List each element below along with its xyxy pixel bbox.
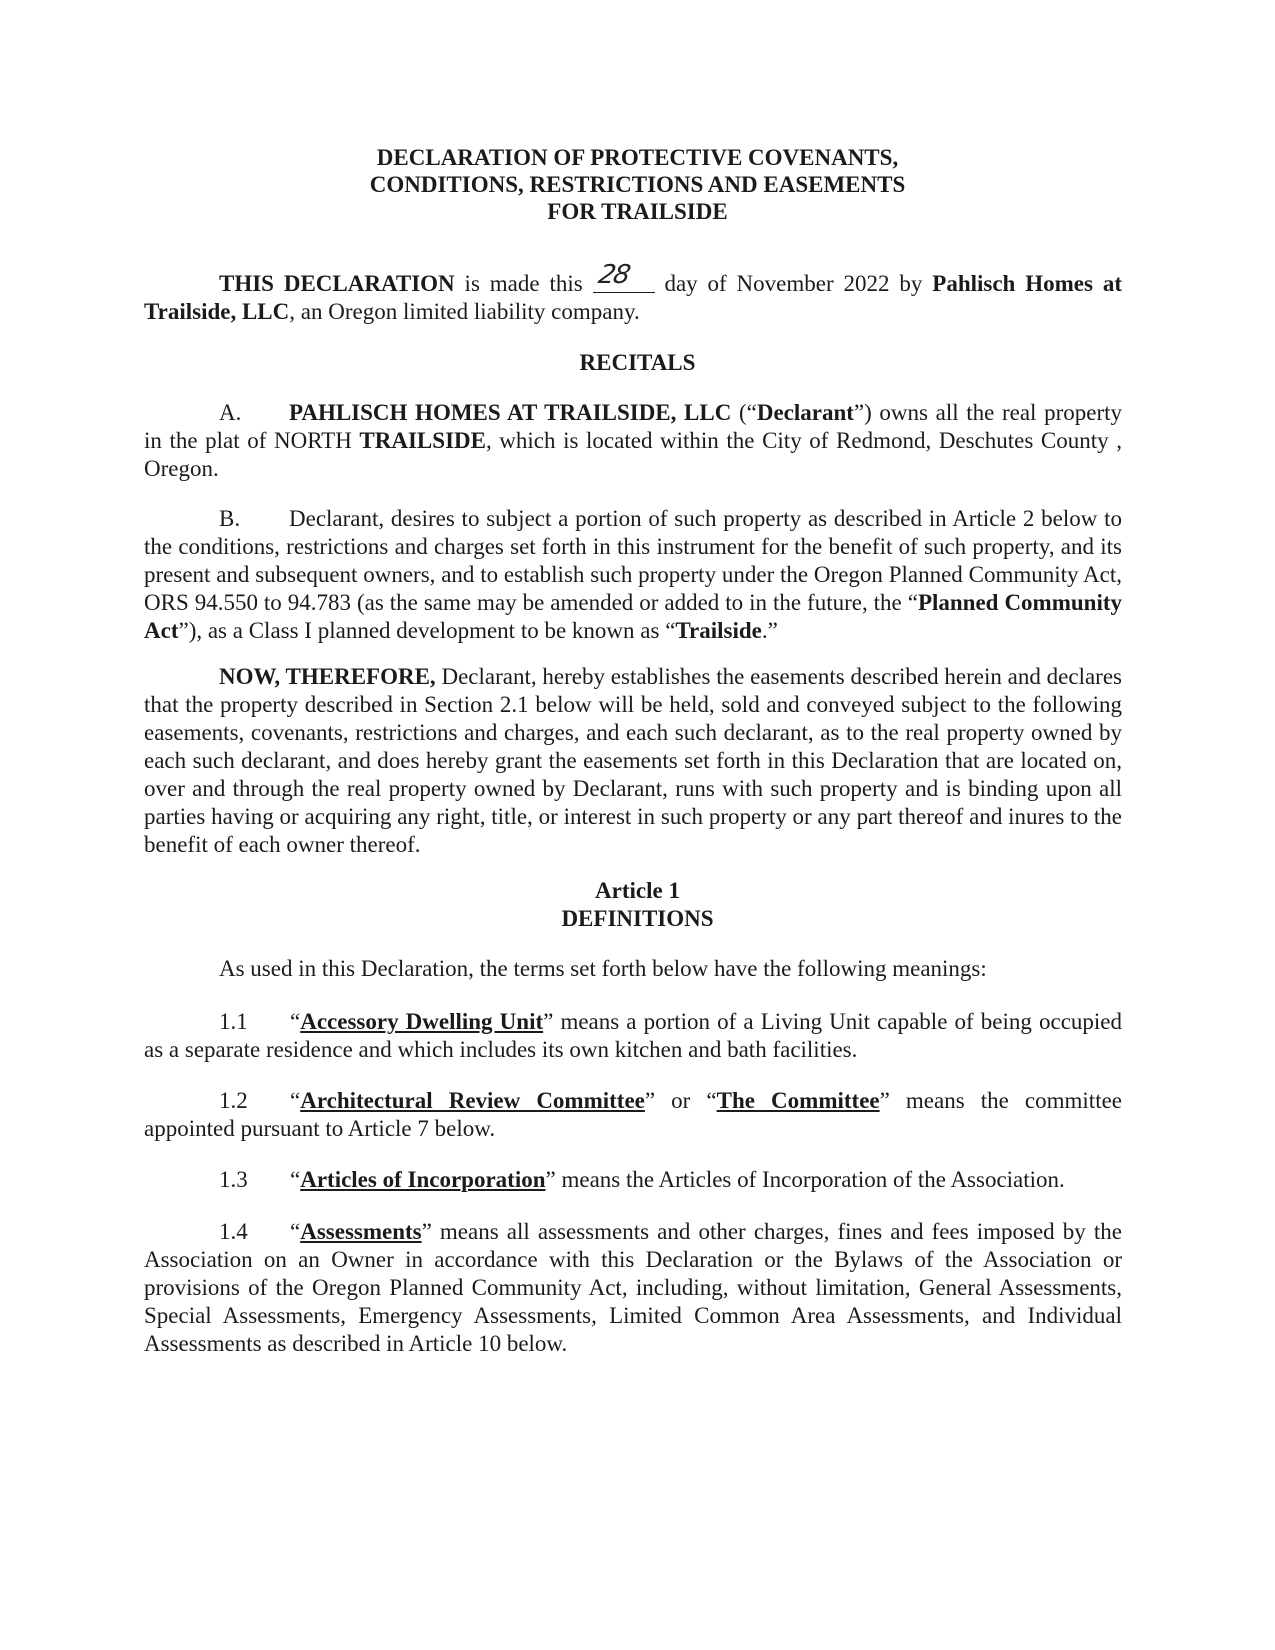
- recital-b-text-3: .”: [761, 618, 778, 643]
- recital-a-declarant: Declarant: [756, 400, 854, 425]
- definition-number: 1.4: [219, 1219, 248, 1244]
- open-quote: “: [290, 1167, 301, 1192]
- recital-b-label: B.: [219, 506, 241, 531]
- definition-text: ” means all assessments and other charges, fines and fees imposed by the Association on an Owner in accordance with this Declaration or the Bylaws of the Association or provisions of the Oregon Planned Community Act, including, without limitation, General Assessments, Special Assessments, Emergency Assessments, Limited Common Area Assessments, and Individual Assessments as described in Article 10 below.: [144, 1219, 1122, 1356]
- recital-b-text-2: ”), as a Class I planned development to be known as “: [178, 618, 676, 643]
- intro-lead: THIS DECLARATION: [219, 271, 455, 296]
- definition-1-4: [144, 1218, 1122, 1358]
- definition-text: ” means a portion of a Living Unit capable of being occupied as a separate residence and which includes its own kitchen and bath facilities.: [144, 1009, 1123, 1062]
- intro-paragraph: [144, 260, 1122, 326]
- definition-term: Accessory Dwelling Unit: [300, 1009, 544, 1034]
- definition-1-3: [144, 1166, 1122, 1194]
- definition-joiner: ” or “: [644, 1088, 717, 1113]
- recital-a-name: PAHLISCH HOMES AT TRAILSIDE, LLC: [289, 400, 732, 425]
- recital-b-trailside: Trailside: [675, 618, 762, 643]
- definitions-intro: [144, 955, 1122, 983]
- recital-a-rest: , which is located within the City of Redmond, Deschutes County , Oregon.: [144, 428, 1122, 481]
- now-therefore-lead: NOW, THEREFORE,: [219, 664, 436, 689]
- title-line-3: FOR TRAILSIDE: [547, 199, 728, 224]
- definition-number: 1.1: [219, 1009, 248, 1034]
- title-line-2: CONDITIONS, RESTRICTIONS AND EASEMENTS: [369, 172, 906, 197]
- document-title: [0, 144, 1275, 225]
- intro-date-text: day of November 2022 by: [654, 271, 933, 296]
- definition-term: Assessments: [300, 1219, 422, 1244]
- recital-a: [144, 399, 1122, 483]
- now-therefore-paragraph: [144, 663, 1122, 859]
- definition-term: Architectural Review Committee: [300, 1088, 645, 1113]
- recital-b-act: Planned Community Act: [144, 590, 1122, 643]
- open-quote: “: [290, 1009, 301, 1034]
- intro-text: is made this: [454, 271, 593, 296]
- definition-number: 1.2: [219, 1088, 248, 1113]
- title-line-1: DECLARATION OF PROTECTIVE COVENANTS,: [376, 145, 899, 170]
- recital-a-trailside: TRAILSIDE: [359, 428, 486, 453]
- open-quote: “: [290, 1088, 301, 1113]
- definition-term-alt: The Committee: [716, 1088, 880, 1113]
- recital-a-text: (“: [731, 400, 757, 425]
- recital-b-text: Declarant, desires to subject a portion of such property as described in Article 2 below to the conditions, restrictions and charges set forth in this instrument for the benefit of such property, and its present and subsequent owners, and to establish such property under the Oregon Planned Community Act, ORS 94.550 to 94.783 (as the same may be amended or added to in the future, the “: [144, 506, 1122, 615]
- open-quote: “: [290, 1219, 301, 1244]
- definition-text: ” means the committee appointed pursuant to Article 7 below.: [144, 1088, 1123, 1141]
- handwritten-day: 28: [595, 260, 631, 290]
- article-1-number: Article 1: [595, 878, 680, 903]
- definition-1-1: [144, 1008, 1122, 1064]
- day-blank: [593, 260, 655, 293]
- definition-term: Articles of Incorporation: [300, 1167, 546, 1192]
- definition-1-2: [144, 1087, 1122, 1143]
- article-1-title: DEFINITIONS: [561, 906, 714, 931]
- now-therefore-text: Declarant, hereby establishes the easements described herein and declares that the property described in Section 2.1 below will be held, sold and conveyed subject to the following easements, covenants, restrictions and charges, and each such declarant, as to the real property owned by each such declarant, and does hereby grant the easements set forth in this Declaration that are located on, over and through the real property owned by Declarant, runs with such property and is binding upon all parties having or acquiring any right, title, or interest in such property or any part thereof and inures to the benefit of each owner thereof.: [144, 664, 1122, 857]
- recital-a-label: A.: [219, 400, 242, 425]
- definition-number: 1.3: [219, 1167, 248, 1192]
- recital-a-text-2: ”) owns all the real property in the plat of NORTH: [144, 400, 1123, 453]
- definitions-intro-text: As used in this Declaration, the terms set forth below have the following meanings:: [219, 956, 987, 981]
- recital-b: [144, 505, 1122, 645]
- definition-text: ” means the Articles of Incorporation of the Association.: [545, 1167, 1065, 1192]
- intro-company: Pahlisch Homes at Trailside, LLC: [144, 271, 1122, 324]
- recitals-heading: RECITALS: [579, 350, 696, 375]
- article-1-heading: [0, 877, 1275, 933]
- intro-rest: , an Oregon limited liability company.: [289, 299, 640, 324]
